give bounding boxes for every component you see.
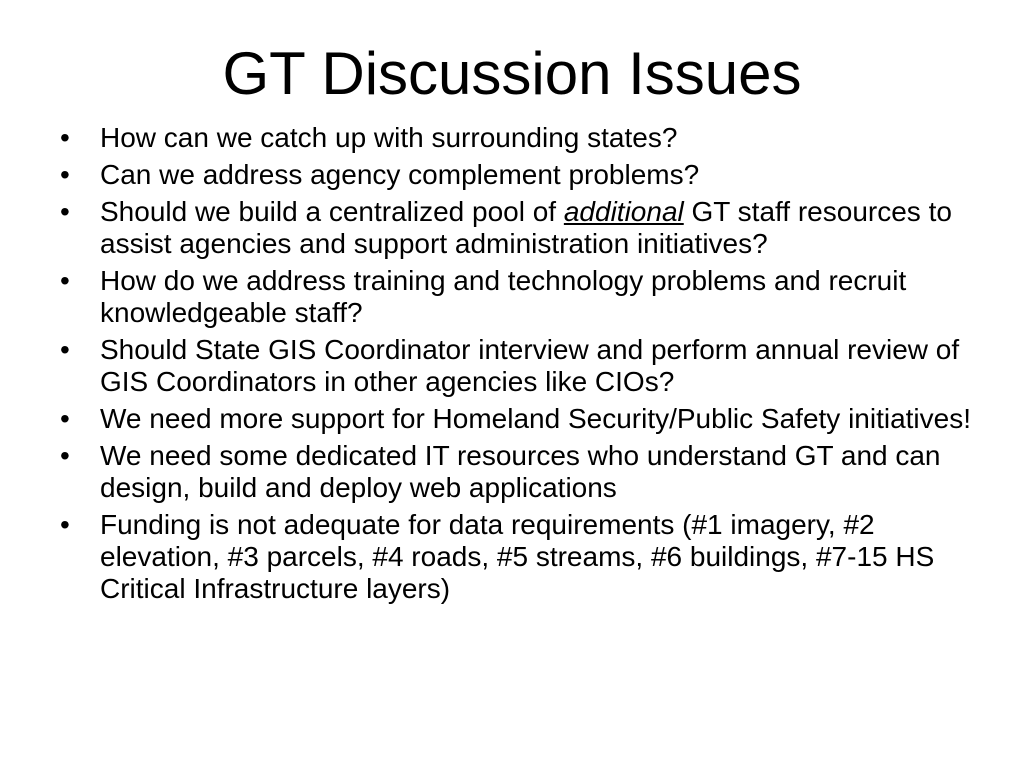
bullet-text: Funding is not adequate for data requirements (#1 imagery, #2 elevation, #3 parcels, #4 roads, #5 streams, #6 buildings, #7-15 HS Critical Infrastructure layers) xyxy=(100,509,935,604)
bullet-dot: • xyxy=(60,122,70,153)
bullet-dot: • xyxy=(60,334,70,365)
bullet-item xyxy=(60,265,980,329)
bullet-item xyxy=(60,403,980,435)
bullet-item xyxy=(60,122,980,154)
bullet-text-end: GT staff resources to assist agencies and support administration initiatives? xyxy=(100,196,952,259)
bullet-dot: • xyxy=(60,509,70,540)
bullet-text: Should State GIS Coordinator interview and perform annual review of GIS Coordinators in other agencies like CIOs? xyxy=(100,334,960,397)
bullet-text: We need some dedicated IT resources who understand GT and can design, build and deploy web applications xyxy=(100,440,941,503)
bullet-dot: • xyxy=(60,196,70,227)
bullet-dot: • xyxy=(60,159,70,190)
bullet-item xyxy=(60,509,980,605)
bullet-emphasis: additional xyxy=(563,196,684,227)
bullet-dot: • xyxy=(60,265,70,296)
bullet-dot: • xyxy=(60,403,70,434)
bullet-item xyxy=(60,159,980,191)
bullet-text: How can we catch up with surrounding states? xyxy=(100,122,678,153)
bullet-item xyxy=(60,334,980,398)
bullet-text: We need more support for Homeland Security/Public Safety initiatives! xyxy=(100,403,972,434)
bullet-text: How do we address training and technology problems and recruit knowledgeable staff? xyxy=(100,265,907,328)
bullet-text-start: Should we build a centralized pool of xyxy=(100,196,564,227)
bullet-item xyxy=(60,440,980,504)
bullet-text: Can we address agency complement problems? xyxy=(100,159,700,190)
bullet-item xyxy=(60,196,980,260)
slide-title: GT Discussion Issues xyxy=(222,40,802,107)
bullet-dot: • xyxy=(60,440,70,471)
bullet-list xyxy=(60,122,980,610)
